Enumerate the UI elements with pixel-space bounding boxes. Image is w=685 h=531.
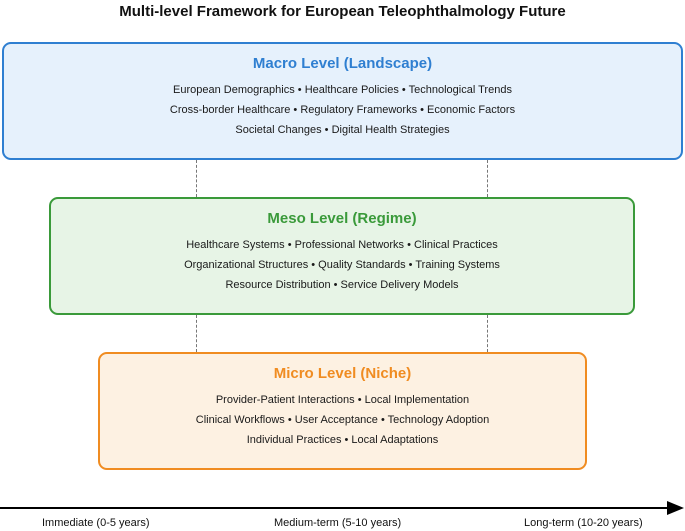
micro-level-heading: Micro Level (Niche) bbox=[273, 365, 412, 382]
meso-level-heading: Meso Level (Regime) bbox=[267, 210, 417, 227]
micro-level-line: Individual Practices • Local Adaptations bbox=[246, 434, 439, 446]
connector-meso-micro-right bbox=[487, 315, 488, 352]
timeline-label-immediate: Immediate (0-5 years) bbox=[42, 517, 150, 529]
meso-level-box bbox=[49, 197, 635, 315]
meso-level-line: Resource Distribution • Service Delivery Models bbox=[225, 279, 459, 291]
macro-level-line: European Demographics • Healthcare Policies • Technological Trends bbox=[173, 84, 512, 96]
connector-meso-micro-left bbox=[196, 315, 197, 352]
diagram-title: Multi-level Framework for European Teleophthalmology Future bbox=[119, 3, 566, 20]
connector-macro-meso-left bbox=[196, 160, 197, 197]
timeline-label-medium-term: Medium-term (5-10 years) bbox=[274, 517, 402, 529]
macro-level-line: Societal Changes • Digital Health Strategies bbox=[235, 124, 450, 136]
meso-level-line: Organizational Structures • Quality Standards • Training Systems bbox=[184, 259, 500, 271]
micro-level-line: Provider-Patient Interactions • Local Implementation bbox=[215, 394, 470, 406]
timeline-label-long-term: Long-term (10-20 years) bbox=[524, 517, 643, 529]
micro-level-box bbox=[98, 352, 587, 470]
timeline-arrow-icon bbox=[667, 501, 684, 515]
macro-level-heading: Macro Level (Landscape) bbox=[252, 55, 433, 72]
macro-level-line: Cross-border Healthcare • Regulatory Frameworks • Economic Factors bbox=[169, 104, 516, 116]
meso-level-line: Healthcare Systems • Professional Networks • Clinical Practices bbox=[186, 239, 498, 251]
micro-level-line: Clinical Workflows • User Acceptance • Technology Adoption bbox=[195, 414, 490, 426]
macro-level-box bbox=[2, 42, 683, 160]
timeline-axis bbox=[0, 507, 670, 509]
connector-macro-meso-right bbox=[487, 160, 488, 197]
